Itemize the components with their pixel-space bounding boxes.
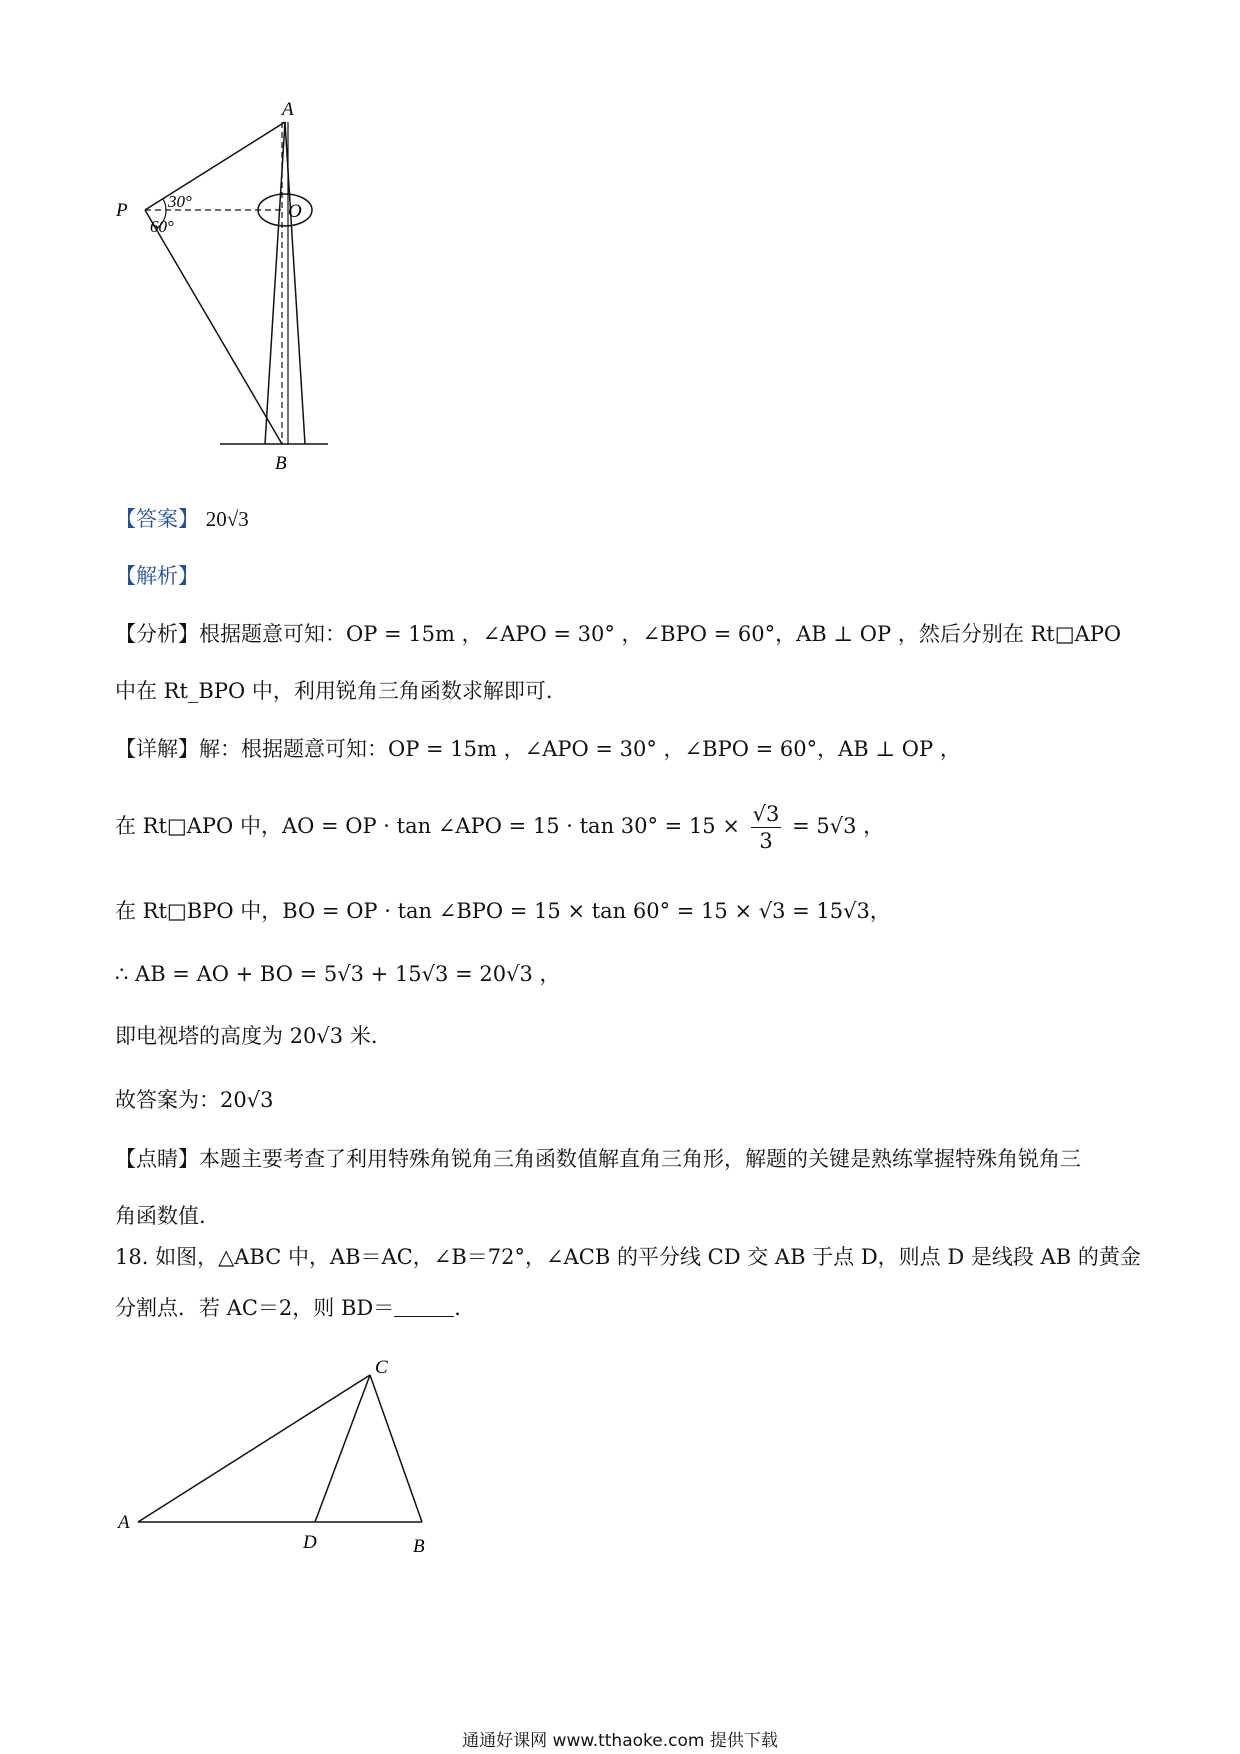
xiangjie-line-4 (115, 960, 561, 988)
angle-arc-30 (163, 199, 166, 210)
xiangjie-line-5 (115, 1022, 378, 1050)
label-angle-60: 60° (150, 217, 174, 236)
label-A: A (282, 100, 294, 120)
xiangjie-line-2 (115, 800, 884, 854)
label-P: P (116, 200, 128, 221)
page-footer: 通通好课网 www.tthaoke.com 提供下载 (462, 1731, 778, 1751)
dianjing-text-2: 角函数值. (115, 1204, 206, 1228)
xiangjie-text-6: 故答案为：20√3 (115, 1088, 274, 1112)
answer-tag: 【答案】 (115, 507, 199, 531)
question18-line-2 (115, 1294, 475, 1322)
label-B: B (275, 453, 287, 474)
fenxi-text-2: 中在 Rt_BPO 中，利用锐角三角函数求解即可. (115, 679, 553, 703)
fraction-numerator: √3 (752, 802, 780, 826)
answer-line (115, 505, 249, 533)
xiangjie-text-2-pre: 在 Rt□APO 中，AO = OP · tan ∠APO = 15 · tan 30° = 15 × (115, 814, 740, 838)
segment-CD (315, 1375, 370, 1522)
segment-CB (370, 1375, 422, 1522)
fenxi-tag: 【分析】 (115, 622, 199, 646)
label-C: C (375, 1357, 388, 1378)
xiangjie-text-1: 解：根据题意可知：OP = 15m ，∠APO = 30° ，∠BPO = 60°，AB ⊥ OP ， (199, 737, 961, 761)
analysis-tag: 【解析】 (115, 564, 199, 588)
question18-text-2: 分割点．若 AC＝2，则 BD＝ (115, 1296, 395, 1320)
segment-AC (138, 1375, 370, 1522)
label-O: O (288, 201, 302, 222)
question18-line-1 (115, 1243, 1141, 1271)
label-B2: B (413, 1536, 425, 1557)
analysis-line (115, 562, 199, 590)
xiangjie-tag: 【详解】 (115, 737, 199, 761)
segment-PA (145, 122, 285, 210)
fraction-sqrt3-over-3 (751, 801, 782, 854)
dianjing-line-1 (115, 1145, 1081, 1173)
fenxi-line-2 (115, 677, 553, 705)
xiangjie-line-1 (115, 735, 961, 763)
fenxi-line-1 (115, 620, 1121, 648)
label-A2: A (118, 1512, 130, 1533)
xiangjie-text-3: 在 Rt□BPO 中，BO = OP · tan ∠BPO = 15 × tan 60° = 15 × √3 = 15√3， (115, 899, 891, 923)
triangle-figure (110, 1330, 450, 1570)
tower-figure (110, 100, 350, 480)
xiangjie-text-4: ∴ AB = AO + BO = 5√3 + 15√3 = 20√3 ， (115, 962, 561, 986)
dianjing-tag: 【点睛】 (115, 1147, 199, 1171)
xiangjie-line-3 (115, 897, 891, 925)
xiangjie-text-2-post: = 5√3 ， (792, 814, 885, 838)
answer-value: 20√3 (205, 507, 249, 531)
fraction-denominator: 3 (759, 829, 773, 853)
label-D: D (303, 1532, 317, 1553)
question18-text-1: 18. 如图，△ABC 中，AB＝AC，∠B＝72°，∠ACB 的平分线 CD 交 AB 于点 D，则点 D 是线段 AB 的黄金 (115, 1245, 1141, 1269)
answer-blank (394, 1298, 454, 1317)
dianjing-text-1: 本题主要考查了利用特殊角锐角三角函数值解直角三角形，解题的关键是熟练掌握特殊角锐角三 (199, 1147, 1081, 1171)
question18-text-2-end: ． (454, 1296, 476, 1320)
fenxi-text-1: 根据题意可知：OP = 15m ，∠APO = 30° ，∠BPO = 60°，AB ⊥ OP ，然后分别在 Rt□APO (199, 622, 1122, 646)
segment-PB (145, 210, 282, 444)
label-angle-30: 30° (168, 192, 192, 211)
dianjing-line-2 (115, 1202, 206, 1230)
xiangjie-line-6 (115, 1086, 273, 1114)
xiangjie-text-5: 即电视塔的高度为 20√3 米. (115, 1024, 378, 1048)
